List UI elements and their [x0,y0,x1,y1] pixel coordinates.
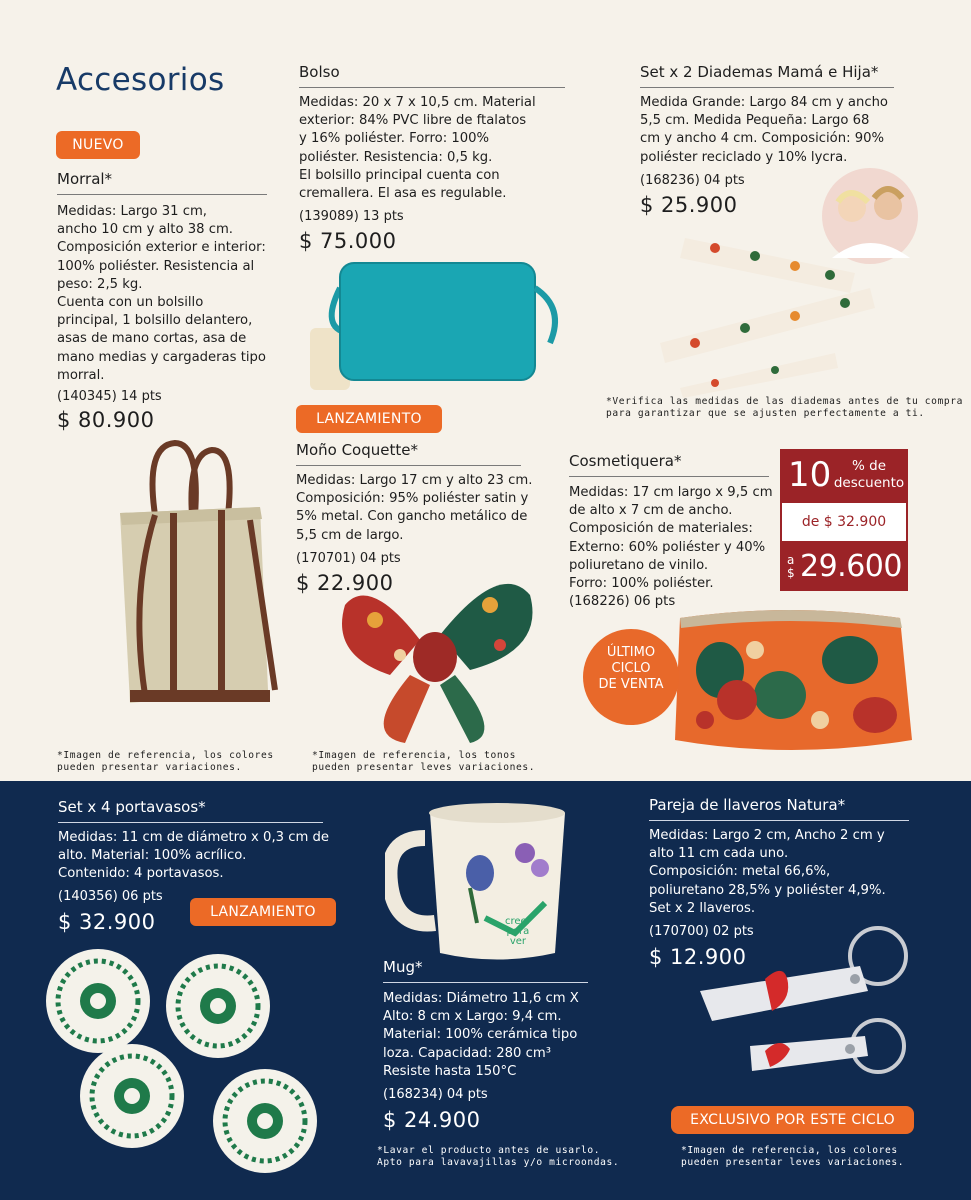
llaveros-description: Medidas: Largo 2 cm, Ancho 2 cm y alto 11 cm cada uno. Composición: metal 66,6%, poliuretano 28,5% y poliéster 4,9%. Set x 2 llaveros. [649,828,886,916]
bolso-image [300,248,570,398]
bolso-price: $ 75.000 [299,229,397,253]
portavasos-description: Medidas: 11 cm de diámetro x 0,3 cm de alto. Material: 100% acrílico. Contenido: 4 portavasos. [58,830,329,882]
morral-price: $ 80.900 [57,408,155,432]
mono-image [330,565,545,745]
last-cycle-text: ÚLTIMO CICLO DE VENTA [598,645,664,692]
cosmetiquera-image [660,600,920,760]
new-badge: NUEVO [56,131,140,159]
portavasos-price: $ 32.900 [58,910,156,934]
section-title: Accesorios [56,62,225,98]
launch-badge-mono: LANZAMIENTO [296,405,442,433]
mono-description: Medidas: Largo 17 cm y alto 23 cm. Composición: 95% poliéster satin y 5% metal. Con gancho metálico de 5,5 cm de largo. [296,473,533,543]
mug-brand: creer para ver [505,916,531,947]
bolso-code: (139089) 13 pts [299,209,404,224]
morral-description: Medidas: Largo 31 cm, ancho 10 cm y alto 38 cm. Composición exterior e interior: 100% poliéster. Resistencia al peso: 2,5 kg. Cuenta con un bolsillo principal, 1 bolsillo delantero, asas de mano cortas, asa de mano medias y cargaderas tipo morral. [57,204,266,383]
discount-box [780,449,908,591]
llaveros-code: (170700) 02 pts [649,924,754,939]
portavasos-code: (140356) 06 pts [58,889,163,904]
discount-currency: $ [787,566,795,580]
llaveros-price: $ 12.900 [649,945,747,969]
llaveros-image [690,921,930,1091]
discount-number: 10 [788,455,832,495]
mono-note: *Imagen de referencia, los tonos pueden presentar leves variaciones. [312,750,536,773]
discount-price: 29.600 [800,549,902,584]
cosmetiquera-name: Cosmetiquera* [569,452,769,477]
bolso-name: Bolso [299,63,565,88]
diademas-description: Medida Grande: Largo 84 cm y ancho 5,5 cm. Medida Pequeña: Largo 68 cm y ancho 4 cm. Composición: 90% poliéster reciclado y 10% lycra. [640,95,888,165]
mug-note: *Lavar el producto antes de usarlo. Apto para lavavajillas y/o microondas. [377,1145,620,1168]
mug-image [385,798,585,968]
mug-description: Medidas: Diámetro 11,6 cm X Alto: 8 cm x Largo: 9,4 cm. Material: 100% cerámica tipo loza. Capacidad: 280 cm³ Resiste hasta 150°C [383,991,579,1079]
discount-label: % de descuento [833,458,905,491]
mug-price: $ 24.900 [383,1108,481,1132]
diademas-code: (168236) 04 pts [640,173,745,188]
diademas-price: $ 25.900 [640,193,738,217]
morral-name: Morral* [57,170,267,195]
portavasos-image [40,946,330,1186]
morral-image [100,435,280,740]
diademas-note: *Verifica las medidas de las diademas antes de tu compra para garantizar que se ajusten perfectamente a ti. [606,396,964,419]
mono-name: Moño Coquette* [296,441,521,466]
llaveros-name: Pareja de llaveros Natura* [649,796,909,821]
last-cycle-badge [583,629,679,725]
llaveros-note: *Imagen de referencia, los colores pueden presentar leves variaciones. [681,1145,905,1168]
discount-original-price: de $ 32.900 [780,503,908,541]
cosmetiquera-description: Medidas: 17 cm largo x 9,5 cm de alto x 7 cm de ancho. Composición de materiales: Externo: 60% poliéster y 40% poliuretano de vinilo. Forro: 100% poliéster. (168226) 06 pts [569,485,773,610]
launch-badge-portavasos: LANZAMIENTO [190,898,336,926]
morral-code: (140345) 14 pts [57,389,162,404]
mug-name: Mug* [383,958,588,983]
morral-note: *Imagen de referencia, los colores pueden presentar variaciones. [57,750,274,773]
mono-price: $ 22.900 [296,571,394,595]
bolso-description: Medidas: 20 x 7 x 10,5 cm. Material exterior: 84% PVC libre de ftalatos y 16% poliéster. Forro: 100% poliéster. Resistencia: 0,5 kg. El bolsillo principal cuenta con cremallera. El asa es regulable. [299,95,536,202]
mono-code: (170701) 04 pts [296,551,401,566]
exclusive-badge: EXCLUSIVO POR ESTE CICLO [671,1106,914,1134]
discount-a: a [787,553,795,567]
mug-code: (168234) 04 pts [383,1087,488,1102]
portavasos-name: Set x 4 portavasos* [58,798,323,823]
diademas-name: Set x 2 Diademas Mamá e Hija* [640,63,894,88]
diademas-image [655,228,880,398]
bottom-section [0,781,971,1200]
